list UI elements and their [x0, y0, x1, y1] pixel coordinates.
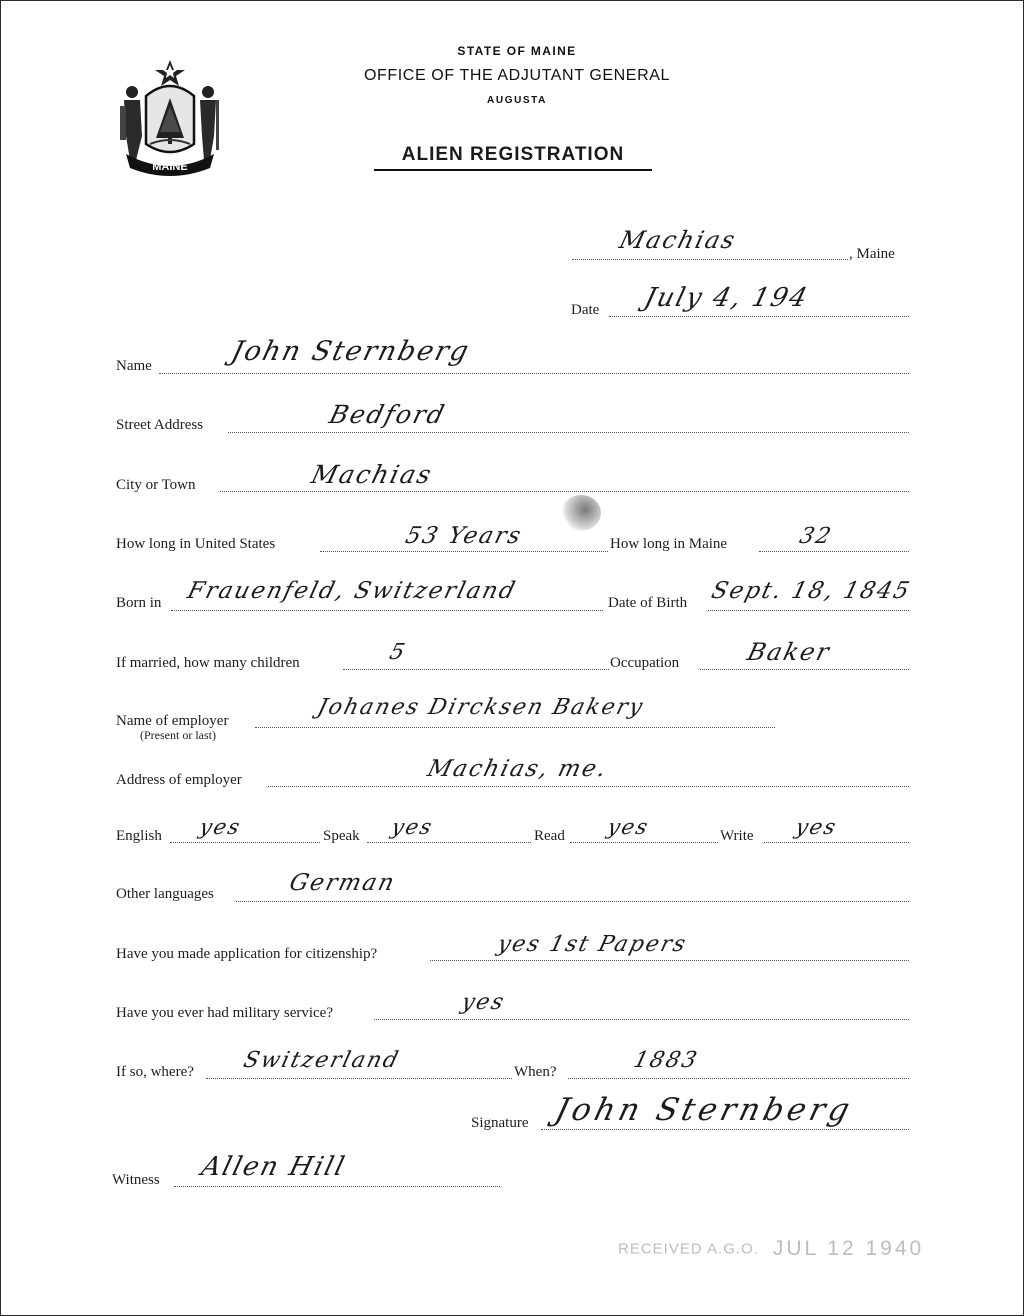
read-label: Read [534, 828, 565, 844]
military-label: Have you ever had military service? [116, 1005, 333, 1021]
received-stamp [618, 1237, 924, 1261]
english-label: English [116, 828, 162, 844]
form-title: ALIEN REGISTRATION [401, 144, 625, 165]
years-us-value: 53 Years [402, 523, 526, 549]
where-value: Switzerland [240, 1048, 403, 1073]
ink-smudge [561, 495, 601, 531]
speak-value: yes [389, 815, 437, 839]
other-languages-label: Other languages [116, 886, 214, 902]
other-languages-value: German [286, 870, 399, 896]
state-heading: STATE OF MAINE [457, 44, 577, 58]
when-label: When? [514, 1064, 557, 1080]
title-underline [374, 169, 652, 171]
date-label: Date [571, 302, 600, 318]
citizenship-value: yes 1st Papers [494, 932, 690, 957]
years-maine-label: How long in Maine [610, 536, 728, 552]
employer-value: Johanes Dircksen Bakery [314, 695, 647, 720]
employer-address-value: Machias, me. [424, 756, 611, 782]
years-maine-value: 32 [796, 524, 836, 549]
maine-label: , Maine [849, 246, 895, 262]
place-value: Machias [616, 226, 740, 254]
dob-value: Sept. 18, 1845 [708, 578, 914, 604]
city-value: Machias [308, 460, 436, 489]
street-value: Bedford [326, 400, 450, 429]
city-label: City or Town [116, 477, 196, 493]
employer-label: Name of employer [116, 713, 229, 729]
children-label: If married, how many children [116, 655, 300, 671]
occupation-value: Baker [744, 638, 834, 666]
employer-sublabel: (Present or last) [140, 728, 216, 742]
military-value: yes [458, 990, 508, 1015]
employer-address-label: Address of employer [116, 772, 242, 788]
signature-value: John Sternberg [551, 1092, 858, 1128]
street-label: Street Address [116, 417, 204, 433]
svg-text:MAINE: MAINE [152, 161, 188, 173]
dob-label: Date of Birth [608, 595, 688, 611]
witness-value: Allen Hill [198, 1152, 350, 1182]
stamp-received-text: RECEIVED A.G.O. [618, 1240, 759, 1258]
when-value: 1883 [630, 1048, 702, 1073]
where-label: If so, where? [116, 1064, 194, 1080]
office-heading: OFFICE OF THE ADJUTANT GENERAL [363, 67, 671, 84]
occupation-label: Occupation [610, 655, 680, 671]
write-label: Write [720, 828, 754, 844]
children-value: 5 [386, 640, 410, 665]
born-in-label: Born in [116, 595, 162, 611]
english-value: yes [197, 815, 245, 839]
city-heading: AUGUSTA [487, 95, 547, 106]
write-value: yes [793, 815, 841, 839]
stamp-date-text: JUL 12 1940 [772, 1237, 925, 1260]
born-in-value: Frauenfeld, Switzerland [184, 578, 520, 604]
name-value: John Sternberg [228, 336, 474, 367]
name-label: Name [116, 358, 152, 374]
years-us-label: How long in United States [116, 536, 276, 552]
read-value: yes [605, 815, 653, 839]
signature-label: Signature [471, 1115, 529, 1131]
date-value: July 4, 194 [641, 283, 812, 313]
witness-label: Witness [112, 1172, 160, 1188]
speak-label: Speak [323, 828, 360, 844]
citizenship-label: Have you made application for citizenship? [116, 946, 378, 962]
